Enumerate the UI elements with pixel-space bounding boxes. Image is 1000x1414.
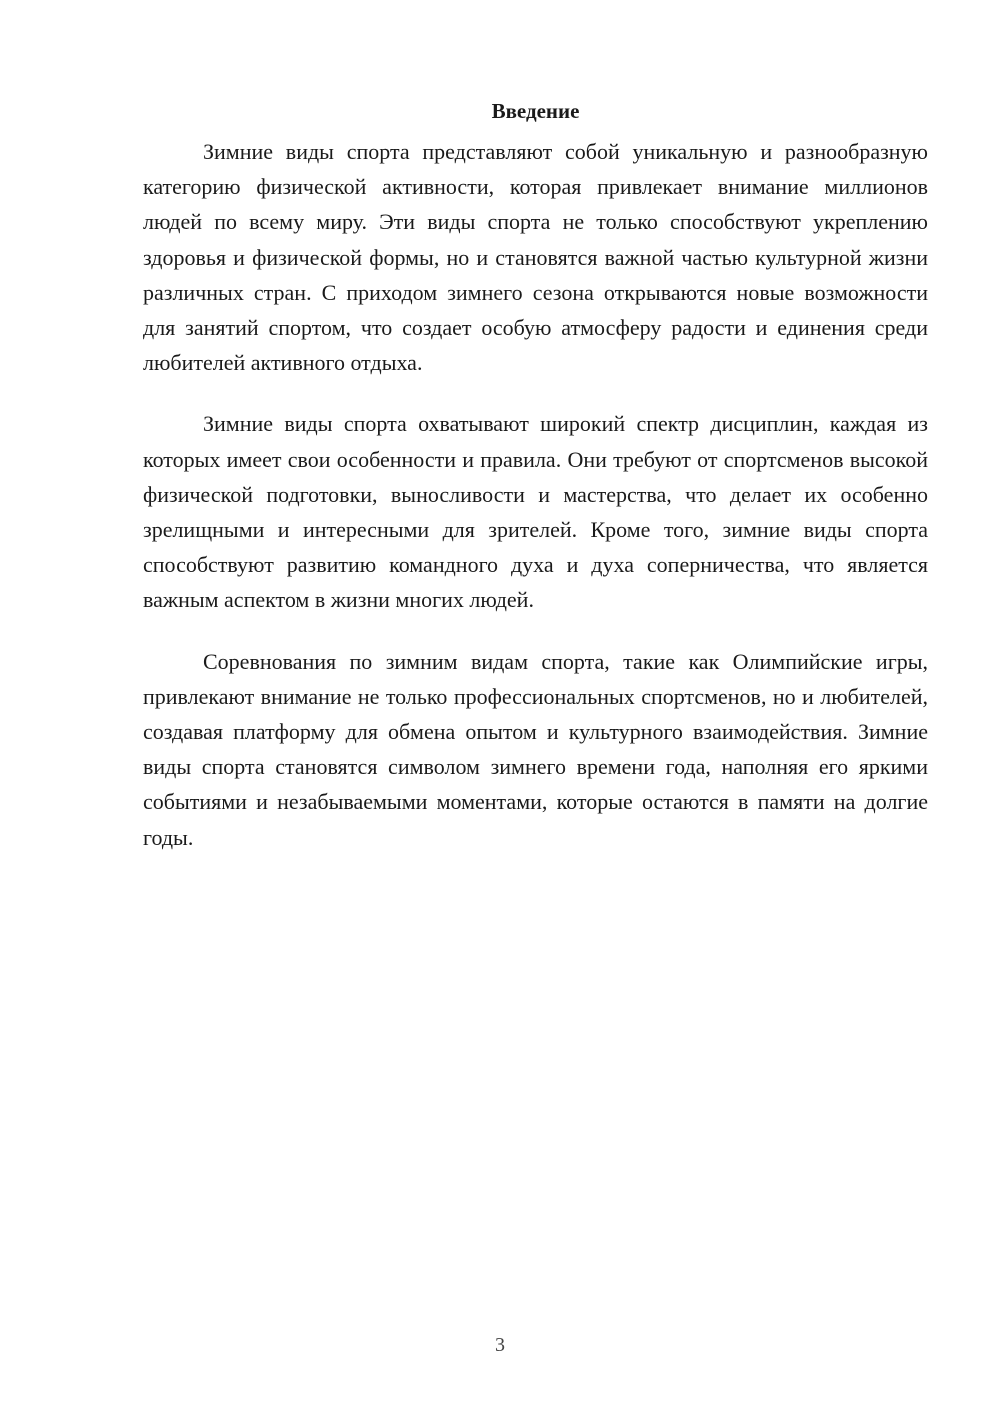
section-heading: Введение [491,99,580,123]
document-page [143,96,928,881]
page-number: 3 [495,1334,505,1356]
paragraph-3: Соревнования по зимним видам спорта, такие как Олимпийские игры, привлекают внимание не только профессиональных спортсменов, но и любителей, создавая платформу для обмена опытом и культурного взаимодействия. Зимние виды спорта становятся символом зимнего времени года, наполняя его яркими событиями и незабываемыми моментами, которые остаются в памяти на долгие годы. [143,648,928,850]
paragraph-2: Зимние виды спорта охватывают широкий спектр дисциплин, каждая из которых имеет свои особенности и правила. Они требуют от спортсменов высокой физической подготовки, выносливости и мастерства, что делает их особенно зрелищными и интересными для зрителей. Кроме того, зимние виды спорта способствуют развитию командного духа и духа соперничества, что является важным аспектом в жизни многих людей. [143,411,928,613]
paragraph-1: Зимние виды спорта представляют собой уникальную и разнообразную категорию физической активности, которая привлекает внимание миллионов людей по всему миру. Эти виды спорта не только способствуют укреплению здоровья и физической формы, но и становятся важной частью культурной жизни различных стран. С приходом зимнего сезона открываются новые возможности для занятий спортом, что создает особую атмосферу радости и единения среди любителей активного отдыха. [143,139,928,376]
